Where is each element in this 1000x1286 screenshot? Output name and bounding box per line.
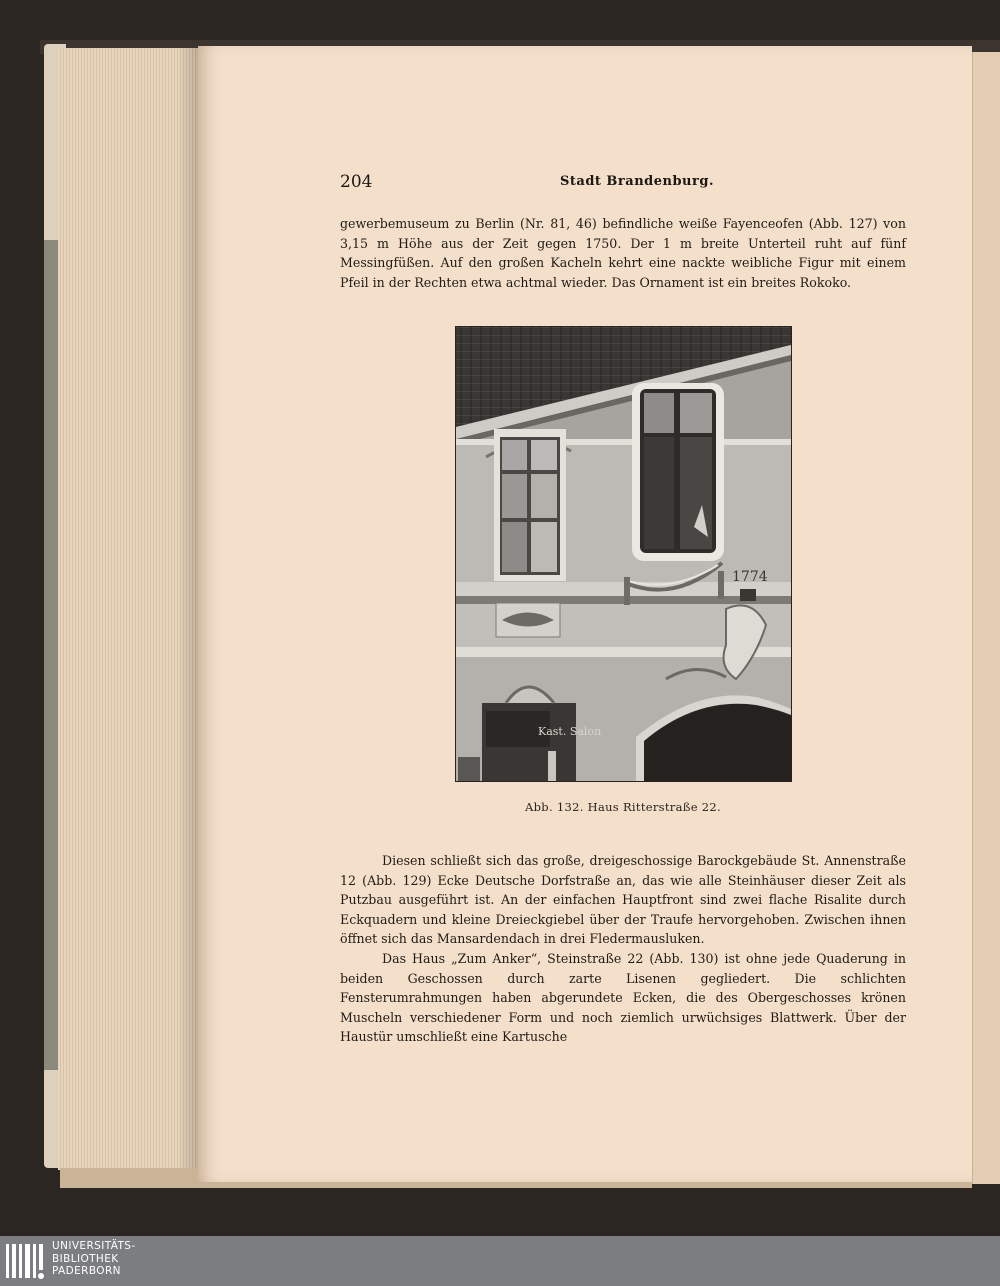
paragraph: Das Haus „Zum Anker“, Steinstraße 22 (Abb. 130) ist ohne jede Quaderung in beiden Geschossen durch zarte Lisenen gegliedert. Die schlichten Fensterumrahmungen haben abgerundete Ecken, die des Obergeschosses krönen Muscheln verschiedener Form und noch ziemlich urwüchsiges Blattwerk. Über der Haustür umschließt eine Kartusche xyxy=(340,951,906,1045)
library-name-line: BIBLIOTHEK xyxy=(52,1252,119,1265)
running-head: Stadt Brandenburg. xyxy=(560,174,714,189)
text-block-bottom-1 xyxy=(340,851,906,949)
paragraph: gewerbemuseum zu Berlin (Nr. 81, 46) befindliche weiße Fayenceofen (Abb. 127) von 3,15 m Höhe aus der Zeit gegen 1750. Der 1 m breite Unterteil ruht auf fünf Messingfüßen. Auf den großen Kacheln kehrt eine nackte weibliche Figur mit einem Pfeil in der Rechten etwa achtmal wieder. Das Ornament ist ein breites Rokoko. xyxy=(340,216,906,290)
shop-sign: Kast. Salon xyxy=(538,725,602,738)
page-number: 204 xyxy=(340,172,373,192)
facing-page-edge xyxy=(972,52,1000,1184)
paragraph: Diesen schließt sich das große, dreigeschossige Barockgebäude St. Annenstraße 12 (Abb. 129) Ecke Deutsche Dorfstraße an, das wie alle Steinhäuser dieser Zeit als Putzbau ausgeführt ist. An der einfachen Hauptfront sind zwei flache Risalite durch Eckquadern und kleine Dreieckgiebel über der Traufe hervorgehoben. Zwischen ihnen öffnet sich das Mansardendach in drei Fledermausluken. xyxy=(340,853,906,947)
date-inscription: 1774 xyxy=(732,569,768,585)
library-footer-bar xyxy=(0,1236,1000,1286)
book-spine-strip xyxy=(44,240,58,1070)
facade-photo xyxy=(456,327,791,781)
text-block-bottom-2 xyxy=(340,949,906,1047)
library-name-line: PADERBORN xyxy=(52,1265,121,1277)
library-logo-icon xyxy=(4,1240,46,1282)
text-block-top xyxy=(340,214,906,292)
page-header xyxy=(340,172,906,196)
library-name-line: UNIVERSITÄTS- xyxy=(52,1240,136,1252)
library-name xyxy=(52,1240,136,1278)
figure-photograph xyxy=(455,326,792,782)
figure-caption: Abb. 132. Haus Ritterstraße 22. xyxy=(525,800,721,814)
page-stack xyxy=(58,48,198,1170)
